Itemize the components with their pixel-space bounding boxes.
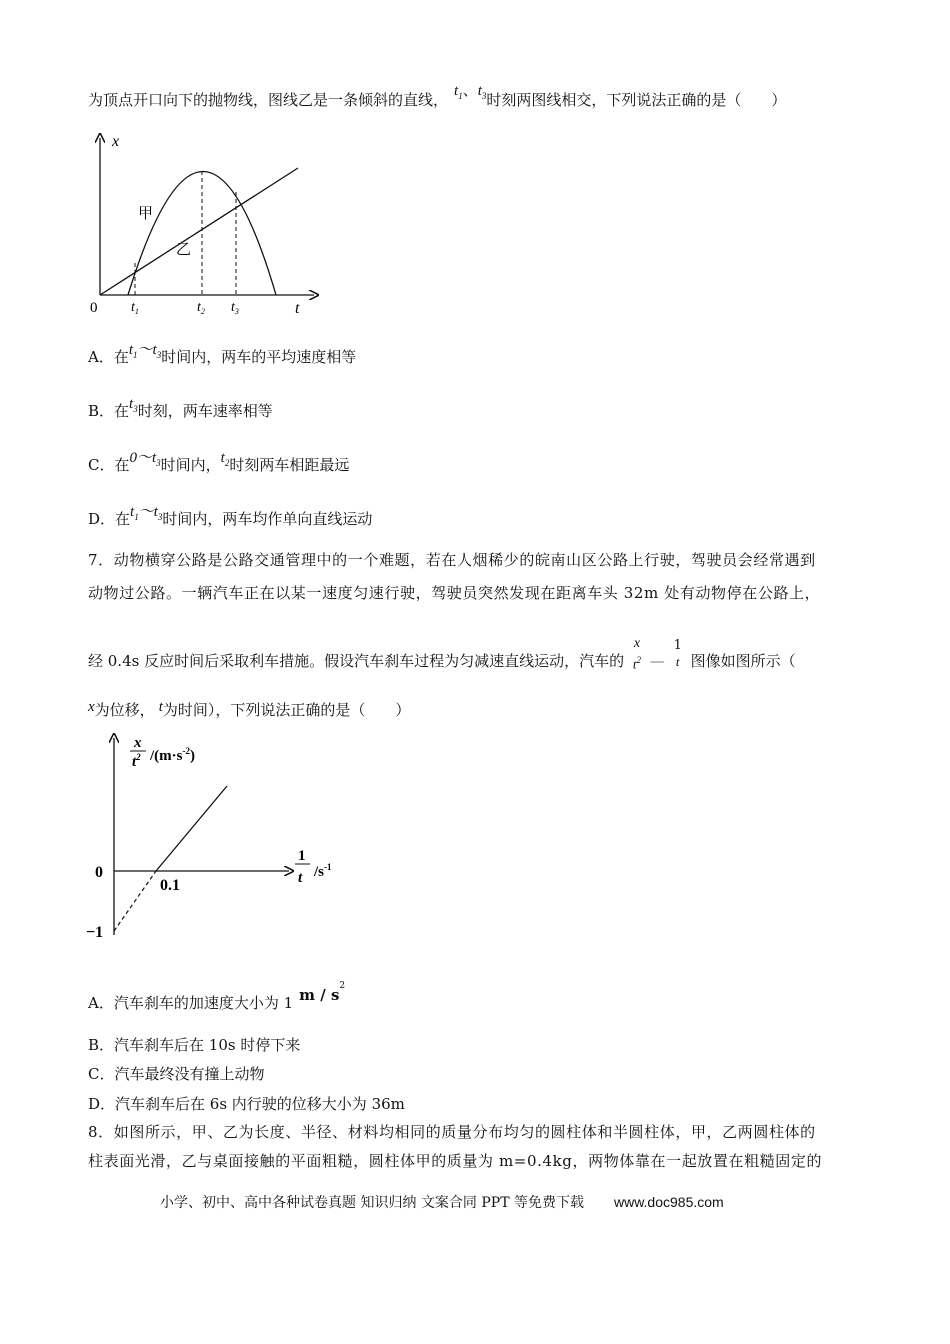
q7-y-label-unit: $/(m\cdot s^{-2})$ bbox=[150, 746, 195, 764]
q7-option-b: B．汽车刹车后在 10s 时停下来 bbox=[88, 1036, 301, 1054]
q6-label-jia: 甲 bbox=[138, 206, 154, 222]
q7-y-tick: −1 bbox=[86, 924, 104, 941]
q6-axis-x-label: t bbox=[295, 300, 300, 315]
q7-option-d: D．汽车刹车后在 6s 内行驶的位移大小为 36m bbox=[88, 1095, 405, 1113]
q7-line3: 经 0.4s 反应时间后采取利车措施。假设汽车刹车过程为匀减速直线运动，汽车的 x $t^2$ — 1 t 图像如图所示（ bbox=[88, 636, 796, 672]
footer-url[interactable]: www.doc985.com bbox=[613, 1194, 724, 1210]
q7-option-c: C．汽车最终没有撞上动物 bbox=[88, 1065, 265, 1083]
page-footer bbox=[160, 1192, 724, 1212]
q7-line2: 动物过公路。一辆汽车正在以某一速度匀速行驶，驾驶员突然发现在距离车头 32m 处有动物停在公路上， bbox=[88, 584, 821, 602]
q7-solid-line bbox=[156, 786, 227, 871]
q7-fraction-x-t2: x $t^2$ bbox=[632, 636, 641, 672]
q7-origin: 0 bbox=[95, 864, 103, 881]
q7-y-label-x: x bbox=[134, 735, 142, 751]
q7-dashed-line bbox=[114, 871, 156, 931]
q6-option-d: D．在$t_1\sim t_3$时间内，两车均作单向直线运动 bbox=[88, 504, 373, 528]
q6-origin: 0 bbox=[90, 300, 98, 315]
footer-text: 小学、初中、高中各种试卷真题 知识归纳 文案合同 PPT 等免费下载 bbox=[160, 1195, 584, 1211]
q6-option-a: A．在$t_1\sim t_3$时间内，两车的平均速度相等 bbox=[88, 342, 357, 366]
q6-label-yi: 乙 bbox=[176, 242, 192, 258]
q6-graph bbox=[88, 130, 328, 315]
q6-stem: 为顶点开口向下的抛物线，图线乙是一条倾斜的直线， $t_1$、$t_3$时刻两图线相交，下列说法正确的是（ ） bbox=[88, 81, 787, 109]
q6-tick-t3: $t_3$ bbox=[231, 300, 239, 315]
q7-x-label-unit: $/s^{-1}$ bbox=[314, 862, 332, 880]
q6-option-b: B．在$t_3$时刻，两车速率相等 bbox=[88, 396, 273, 420]
q8-line1: 8．如图所示，甲、乙为长度、半径、材料均相同的质量分布均匀的圆柱体和半圆柱体，甲，乙两圆柱体的 bbox=[88, 1123, 816, 1141]
q6-line-yi bbox=[100, 168, 298, 295]
q6-tick-t1: $t_1$ bbox=[131, 300, 139, 315]
q8-line2: 柱表面光滑，乙与桌面接触的平面粗糙，圆柱体甲的质量为 m=0.4kg，两物体靠在一起放置在粗糙固定的 bbox=[88, 1152, 823, 1170]
q7-graph bbox=[84, 730, 364, 950]
q7-x-tick: 0.1 bbox=[160, 877, 180, 894]
q6-option-c: C．在$0\sim t_3$时间内，$t_2$时刻两车相距最远 bbox=[88, 450, 350, 474]
q7-x-label-t: t bbox=[298, 870, 303, 886]
q7-x-label-1: 1 bbox=[298, 848, 306, 864]
q7-line4: x为位移， t为时间），下列说法正确的是（ ） bbox=[88, 699, 411, 719]
q7-y-label-t2: $t^2$ bbox=[132, 752, 141, 770]
q7-fraction-1-t: 1 t bbox=[673, 638, 682, 670]
q6-stem-part2: 时刻两图线相交，下列说法正确的是（ ） bbox=[486, 91, 787, 109]
q6-tick-t2: $t_2$ bbox=[197, 300, 205, 315]
q7-option-a: A．汽车刹车的加速度大小为 1 m / $s^2$ bbox=[88, 981, 346, 1012]
q6-axis-y-label: x bbox=[112, 133, 120, 150]
q6-stem-part1: 为顶点开口向下的抛物线，图线乙是一条倾斜的直线， bbox=[88, 91, 449, 109]
q7-line1: 7．动物横穿公路是公路交通管理中的一个难题，若在人烟稀少的皖南山区公路上行驶，驾驶员会经常遇到 bbox=[88, 551, 816, 569]
